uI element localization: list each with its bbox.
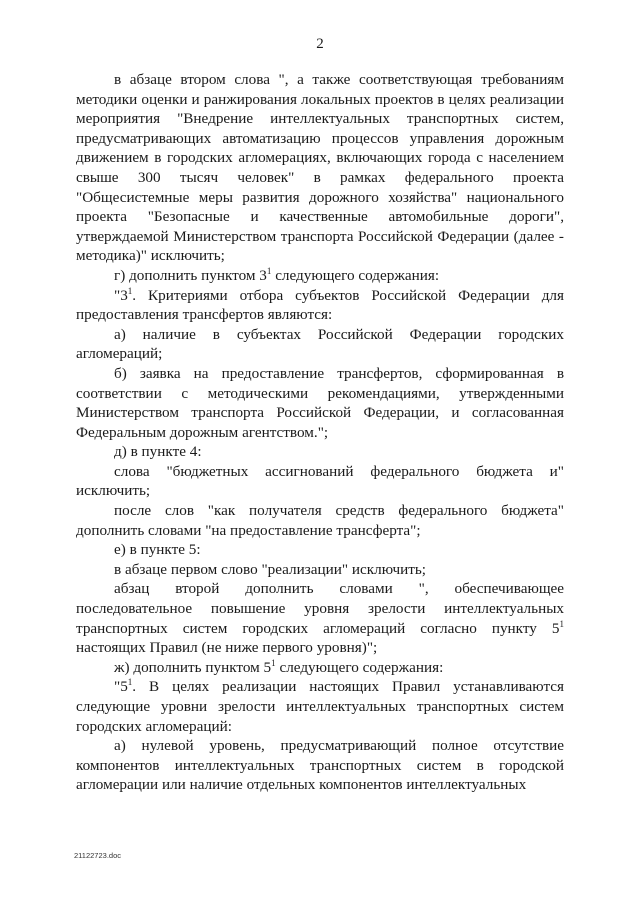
page-number: 2 (316, 36, 324, 52)
paragraph: ж) дополнить пунктом $5^1$ следующего содержания: (114, 657, 444, 676)
paragraph: в абзаце втором слова ", а также соответствующая требованиям методики оценки и ранжирования локальных проектов в целях реализации мероприятия "Внедрение интеллектуальных транспортных систем, предусматривающих автоматизацию процессов управления дорожным движением в городских агломерациях, включающих города с населением свыше 300 тысяч человек" в рамках федерального проекта "Общесистемные меры развития дорожного хозяйства" национального проекта "Безопасные и качественные автомобильные дороги", утверждаемой Министерством транспорта Российской Федерации (далее - методика)" исключить; (76, 71, 564, 265)
paragraph: а) нулевой уровень, предусматривающий полное отсутствие компонентов интеллектуальных транспортных систем в городской агломерации или наличие отдельных компонентов интеллектуальных (76, 737, 564, 794)
paragraph: д) в пункте 4: (114, 443, 202, 461)
paragraph: а) наличие в субъектах Российской Федерации городских агломераций; (76, 325, 564, 363)
paragraph: "$3^1$. Критериями отбора субъектов Российской Федерации для предоставления трансфертов являются: (76, 285, 564, 324)
paragraph: абзац второй дополнить словами ", обеспечивающее последовательное повышение уровня зрелости интеллектуальных транспортных систем городских агломераций согласно пункту $5^1$ настоящих Правил (не ниже первого уровня)"; (76, 580, 564, 657)
file-name-footer: 21122723.doc (74, 851, 121, 860)
paragraph: г) дополнить пунктом $3^1$ следующего содержания: (114, 265, 440, 284)
paragraph: "$5^1$. В целях реализации настоящих Правил устанавливаются следующие уровни зрелости интеллектуальных транспортных систем городских агломераций: (76, 677, 564, 735)
paragraph: б) заявка на предоставление трансфертов, сформированная в соответствии с методическими рекомендациями, утвержденными Министерством транспорта Российской Федерации, и согласованная Федеральным дорожным агентством."; (76, 364, 564, 441)
document-body (76, 70, 564, 795)
paragraph: в абзаце первом слово "реализации" исключить; (114, 560, 427, 578)
paragraph: слова "бюджетных ассигнований федерального бюджета и" исключить; (76, 462, 564, 500)
paragraph: е) в пункте 5: (114, 541, 201, 559)
paragraph: после слов "как получателя средств федерального бюджета" дополнить словами "на предоставление трансферта"; (76, 502, 564, 539)
